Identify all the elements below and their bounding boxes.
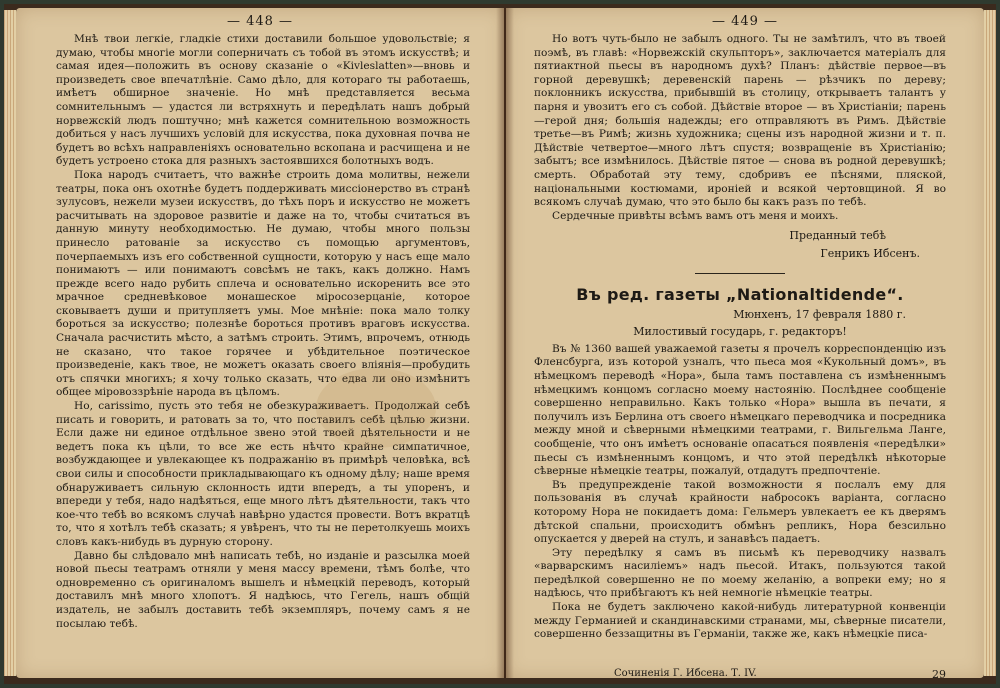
right-page-edges: [984, 10, 996, 676]
paragraph: Пока не будетъ заключено какой-нибудь литературной конвенціи между Германией и скандинавскими странами, мы, сѣверные писатели, совершенно беззащитны въ Германіи, также же, какъ нѣмецкіе писа-: [534, 601, 946, 641]
letter-dateline: Мюнхенъ, 17 февраля 1880 г.: [733, 307, 906, 321]
paragraph: Эту передѣлку я самъ въ письмѣ къ переводчику назвалъ «варварскимъ насиліемъ» надъ пьесой. Итакъ, пользуются такой передѣлкой совершенно не по моему желанію, а вопреки ему; но я надѣюсь, что прибѣгаютъ къ ней немногіе нѣмецкіе театры.: [534, 546, 946, 600]
right-page-text: [506, 33, 984, 642]
open-book: [4, 4, 996, 684]
paragraph: Но, carissimo, пусть это тебя не обезкураживаетъ. Продолжай себѣ писать и говорить, и ратовать за то, что поставилъ себѣ цѣлью жизни. Если даже ни единое отдѣльное звено этой твоей дѣятельности и не ведетъ пока къ цѣли, то все же есть нѣчто крайне симпатичное, возбуждающее и увлекающее къ подражанію въ примѣрѣ человѣка, всѣ свои силы и способности прикладывающаго къ одному дѣлу; наше время обнаруживаетъ сильную склонность идти впередъ, а ты упоренъ, и впереди у тебя, надо надѣяться, еще много лѣтъ дѣятельности, такъ что кое-что тебѣ во всякомъ случаѣ навѣрно удастся провести. Вотъ вкратцѣ то, что я хотѣлъ тебѣ сказать; я увѣренъ, что ты не перетолкуешь моихъ словъ какъ-нибудь въ дурную сторону.: [56, 400, 470, 548]
signature-mark: 29: [932, 668, 946, 678]
left-page-number: — 448 —: [226, 14, 294, 29]
paragraph: Но вотъ чуть-было не забылъ одного. Ты не замѣтилъ, что въ твоей поэмѣ, въ главѣ: «Норвежскій скульпторъ», заключается матеріалъ для пятиактной пьесы въ народномъ духѣ? Планъ: дѣйствіе первое—въ горной деревушкѣ; деревенскій парень — рѣзчикъ по дереву; поклонникъ искусства, прибывшій въ столицу, открываетъ талантъ у парня и увозитъ его съ собой. Дѣйствіе второе — въ Христіаніи; парень—герой дня; большія надежды; его отправляютъ въ Римъ. Дѣйствіе третье—въ Римѣ; жизнь художника; сцены изъ народной жизни и т. п. Дѣйствіе четвертое—много лѣтъ спустя; возвращеніе въ Христіанію; забытъ; все измѣнилось. Дѣйствіе пятое — снова въ родной деревушкѣ; смерть. Обработай эту тему, сдобривъ ее пѣснями, пляской, національными костюмами, ироніей и всякой чертовщиной. Я во всякомъ случаѣ думаю, что это было бы какъ разъ по тебѣ.: [534, 33, 946, 209]
left-page: [16, 8, 504, 678]
section-divider: [695, 273, 785, 275]
letter-signature: Генрикъ Ибсенъ.: [820, 246, 920, 260]
letter-closing: Преданный тебѣ: [789, 229, 886, 243]
right-page-number: — 449 —: [711, 14, 779, 29]
paragraph: Пока народъ считаетъ, что важнѣе строить дома молитвы, нежели театры, пока онъ охотнѣе будетъ поддерживать миссіонерство въ странѣ зулусовъ, нежели музеи искусствъ, до тѣхъ поръ и искусство не можетъ расчитывать на здоровое развитіе и даже на то, чтобы считаться въ данную минуту необходимостью. Не думаю, чтобы много пользы принесло ратованіе за искусство съ помощью аргументовъ, почерпаемыхъ изъ его собственной сущности, которую у насъ еще мало понимаютъ — или понимаютъ совсѣмъ не такъ, какъ должно. Намъ прежде всего надо рубить сплеча и основательно искоренить все это мрачное средневѣковое монашеское міросозерцаніе, которое сковываетъ души и притупляетъ умы. Мое мнѣніе: пока мало толку бороться за искусство; полезнѣе бороться противъ враговъ искусства. Сначала расчистить мѣсто, а затѣмъ строить. Этимъ, впрочемъ, отнюдь не сказано, что такое горячее и убѣдительное поэтическое произведеніе, какъ твое, не можетъ оказать своего вліянія—пробудить отъ спячки многихъ; я хочу только сказать, что едва ли оно измѣнитъ общее міровоззрѣніе народа въ цѣломъ.: [56, 168, 470, 399]
paragraph: Въ предупрежденіе такой возможности я послалъ ему для пользованія въ случаѣ крайности набросокъ варіанта, согласно которому Нора не покидаетъ дома: Гельмеръ увлекаетъ ее къ дверямъ дѣтской спальни, происходитъ обмѣнъ репликъ, Нора безсильно опускается у дверей на стулъ, и занавѣсъ падаетъ.: [534, 478, 946, 546]
paragraph: Мнѣ твои легкіе, гладкіе стихи доставили большое удовольствіе; я думаю, чтобы многіе могли соперничать съ тобой въ этомъ искусствѣ; и самая идея—положить въ основу сказаніе о «Kivleslatten»—вновь и произведеть свое впечатлѣніе. Само дѣло, для котораго ты работаешь, имѣетъ обширное значеніе. Но мнѣ представляется весьма сомнительнымъ — удастся ли встряхнуть и передѣлать нашъ добрый норвежскій людъ поштучно; мнѣ кажется сомнительною возможность добиться у насъ лучшихъ условій для искусства, пока духовная почва не будетъ во всѣхъ направленіяхъ основательно вскопана и расчищена и не будетъ устроено стока для разныхъ застоявшихся болотныхъ водъ.: [56, 33, 470, 168]
left-page-edges: [4, 10, 16, 676]
paragraph: Въ № 1360 вашей уважаемой газеты я прочелъ корреспонденцію изъ Фленсбурга, изъ которой узналъ, что пьеса моя «Кукольный домъ», въ нѣмецкомъ переводѣ «Нора», была тамъ поставлена съ измѣненнымъ нѣмецкимъ концомъ согласно моему настоянію. Послѣднее сообщеніе совершенно неправильно. Какъ только «Нора» вышла въ печати, я получилъ изъ Берлина отъ своего нѣмецкаго переводчика и посредника между мной и сѣверными нѣмецкими театрами, г. Вильгельма Ланге, сообщеніе, что онъ имѣетъ основаніе опасаться появленія «передѣлки» пьесы съ измѣненнымъ концомъ, и что этой передѣлкѣ нѣкоторые сѣверные нѣмецкіе театры, пожалуй, отдадутъ предпочтеніе.: [534, 342, 946, 478]
right-page: [506, 8, 984, 678]
paragraph: Сердечные привѣты всѣмъ вамъ отъ меня и моихъ.: [552, 209, 839, 222]
letter-heading: Въ ред. газеты „Nationaltidende“.: [576, 285, 904, 304]
paragraph: Давно бы слѣдовало мнѣ написать тебѣ, но изданіе и разсылка моей новой пьесы театрамъ отняли у меня массу времени, тѣмъ болѣе, что одновременно съ оригиналомъ вышелъ и нѣмецкій переводъ, который доставилъ мнѣ много хлопотъ. Я надѣюсь, что Гегель, нашъ общій издатель, не забылъ доставить тебѣ экземпляръ, почему самъ я не посылаю тебѣ.: [56, 549, 470, 630]
footer-title: Сочиненія Г. Ибсена. Т. IV.: [614, 668, 757, 678]
left-page-text: [16, 33, 504, 631]
letter-salutation: Милостивый государь, г. редакторъ!: [633, 325, 847, 339]
